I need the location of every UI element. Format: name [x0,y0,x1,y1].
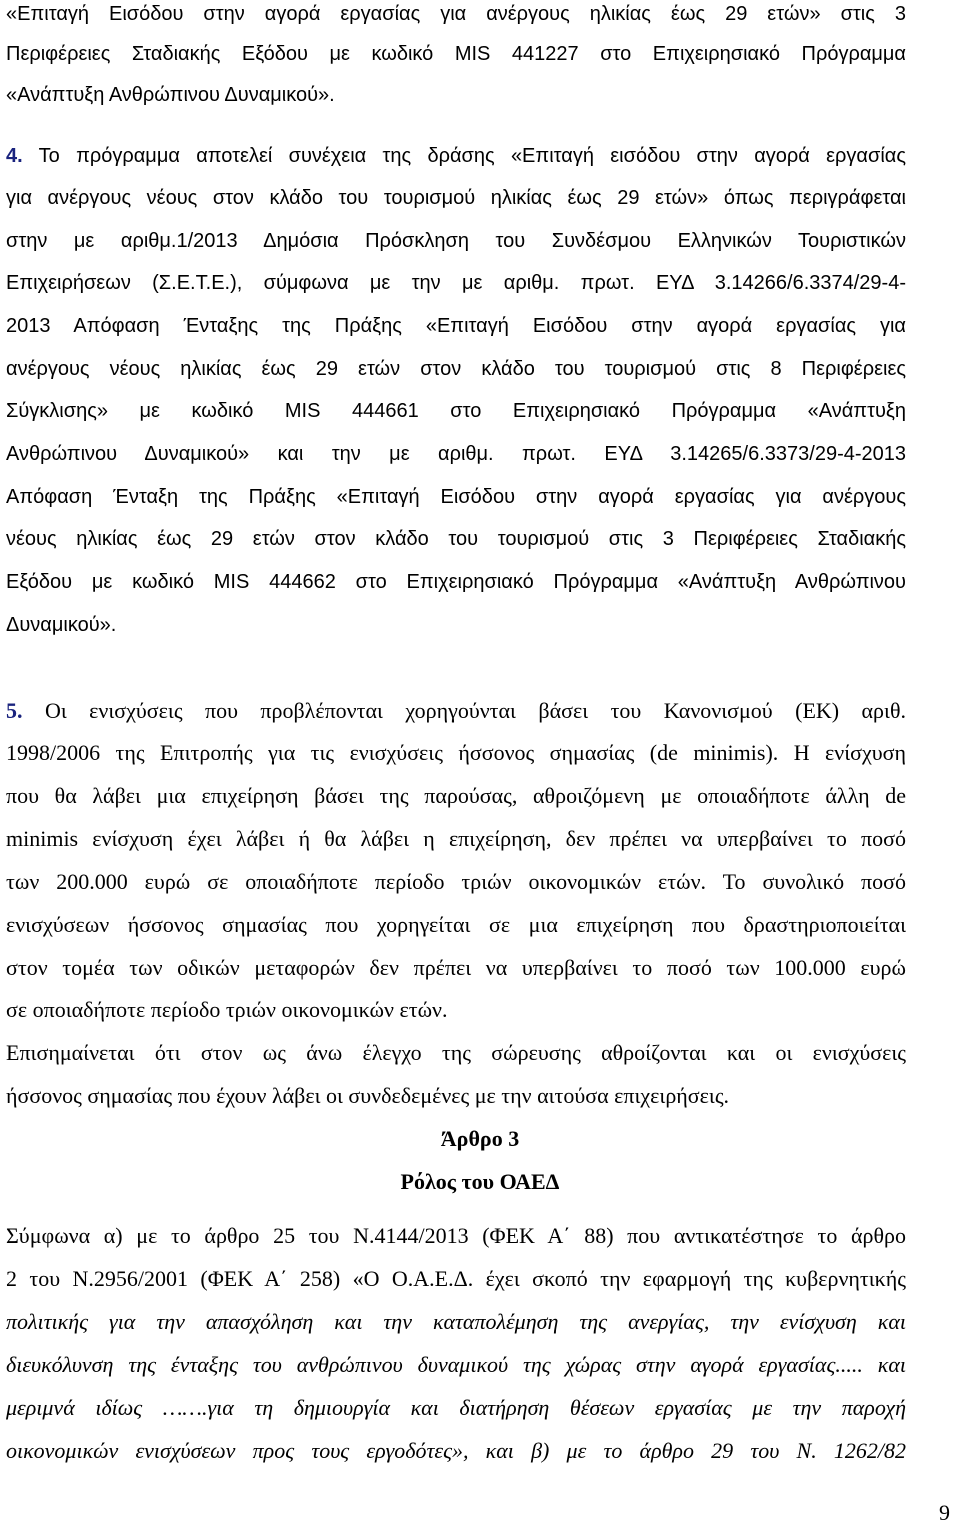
text-line: ενισχύσεων ήσσονος σημασίας που χορηγείται σε μια επιχείρηση που δραστηριοποιείται [6,912,906,937]
text-line: οικονομικών ενισχύσεων προς τους εργοδότες», και β) με το άρθρο 29 του Ν. 1262/82 [6,1438,906,1463]
paragraph-number: 5. [6,698,23,723]
text-line: μεριμνά ιδίως …….για τη δημιουργία και διατήρηση θέσεων εργασίας με την παροχή [6,1395,906,1420]
article-subheading: Ρόλος του ΟΑΕΔ [400,1169,560,1194]
text-line: Δυναμικού». [6,614,117,636]
text-line: νέους ηλικίας έως 29 ετών στον κλάδο του τουρισμού στις 3 Περιφέρειες Σταδιακής [6,528,906,550]
text-line: στον τομέα των οδικών μεταφορών δεν πρέπει να υπερβαίνει το ποσό των 100.000 ευρώ [6,955,906,980]
text-line: «Επιταγή Εισόδου στην αγορά εργασίας για ανέργους ηλικίας έως 29 ετών» στις 3 [6,3,906,25]
paragraph-first-line: Το πρόγραμμα αποτελεί συνέχεια της δράσης «Επιταγή εισόδου στην αγορά εργασίας [38,145,906,167]
text-line: Περιφέρειες Σταδιακής Εξόδου με κωδικό MIS 441227 στο Επιχειρησιακό Πρόγραμμα [6,43,906,65]
text-line: ανέργους νέους ηλικίας έως 29 ετών στον κλάδο του τουρισμού στις 8 Περιφέρειες [6,358,906,380]
text-line: Ανθρώπινου Δυναμικού» και την με αριθμ. πρωτ. ΕΥΔ 3.14265/6.3373/29-4-2013 [6,443,906,465]
text-line [6,142,906,170]
text-line: των 200.000 ευρώ σε οποιαδήποτε περίοδο τριών οικονομικών ετών. Το συνολικό ποσό [6,869,906,894]
text-line: Επισημαίνεται ότι στον ως άνω έλεγχο της σώρευσης αθροίζονται και οι ενισχύσεις [6,1040,906,1065]
text-line: Εξόδου με κωδικό MIS 444662 στο Επιχειρησιακό Πρόγραμμα «Ανάπτυξη Ανθρώπινου [6,571,906,593]
article-heading: Άρθρο 3 [440,1126,520,1151]
text-line: Σύγκλισης» με κωδικό MIS 444661 στο Επιχειρησιακό Πρόγραμμα «Ανάπτυξη [6,400,906,422]
page-number: 9 [939,1500,950,1525]
text-line: Σύμφωνα α) με το άρθρο 25 του Ν.4144/2013 (ΦΕΚ Α΄ 88) που αντικατέστησε το άρθρο [6,1223,906,1248]
text-line: Απόφαση Ένταξη της Πράξης «Επιταγή Εισόδου στην αγορά εργασίας για ανέργους [6,486,906,508]
text-line: διευκόλυνση της ένταξης του ανθρώπινου δυναμικού της χώρας στην αγορά εργασίας..... και [6,1352,906,1377]
paragraph-first-line: Οι ενισχύσεις που προβλέπονται χορηγούνται βάσει του Κανονισμού (ΕΚ) αριθ. [44,698,906,723]
text-line: σε οποιαδήποτε περίοδο τριών οικονομικών ετών. [6,997,448,1022]
text-line: Επιχειρήσεων (Σ.Ε.Τ.Ε.), σύμφωνα με την με αριθμ. πρωτ. ΕΥΔ 3.14266/6.3374/29-4- [6,272,906,294]
text-line: 2013 Απόφαση Ένταξης της Πράξης «Επιταγή Εισόδου στην αγορά εργασίας για [6,315,906,337]
text-line: minimis ενίσχυση έχει λάβει ή θα λάβει η επιχείρηση, δεν πρέπει να υπερβαίνει το ποσό [6,826,906,851]
text-line: για ανέργους νέους στον κλάδο του τουρισμού ηλικίας έως 29 ετών» όπως περιγράφεται [6,187,906,209]
text-line: πολιτικής για την απασχόληση και την καταπολέμηση της ανεργίας, την ενίσχυση και [6,1309,906,1334]
text-line: «Ανάπτυξη Ανθρώπινου Δυναμικού». [6,84,335,106]
paragraph-number: 4. [6,145,23,167]
text-line: ήσσονος σημασίας που έχουν λάβει οι συνδεδεμένες με την αιτούσα επιχειρήσεις. [6,1083,730,1108]
text-line: 1998/2006 της Επιτροπής για τις ενισχύσεις ήσσονος σημασίας (de minimis). Η ενίσχυση [6,740,906,765]
text-line: στην με αριθμ.1/2013 Δημόσια Πρόσκληση του Συνδέσμου Ελληνικών Τουριστικών [6,230,906,252]
text-line: 2 του Ν.2956/2001 (ΦΕΚ Α΄ 258) «Ο Ο.Α.Ε.Δ. έχει σκοπό την εφαρμογή της κυβερνητικής [6,1266,906,1291]
text-line: που θα λάβει μια επιχείρηση βάσει της παρούσας, αθροιζόμενη με οποιαδήποτε άλλη de [6,783,906,808]
text-line [6,697,906,725]
